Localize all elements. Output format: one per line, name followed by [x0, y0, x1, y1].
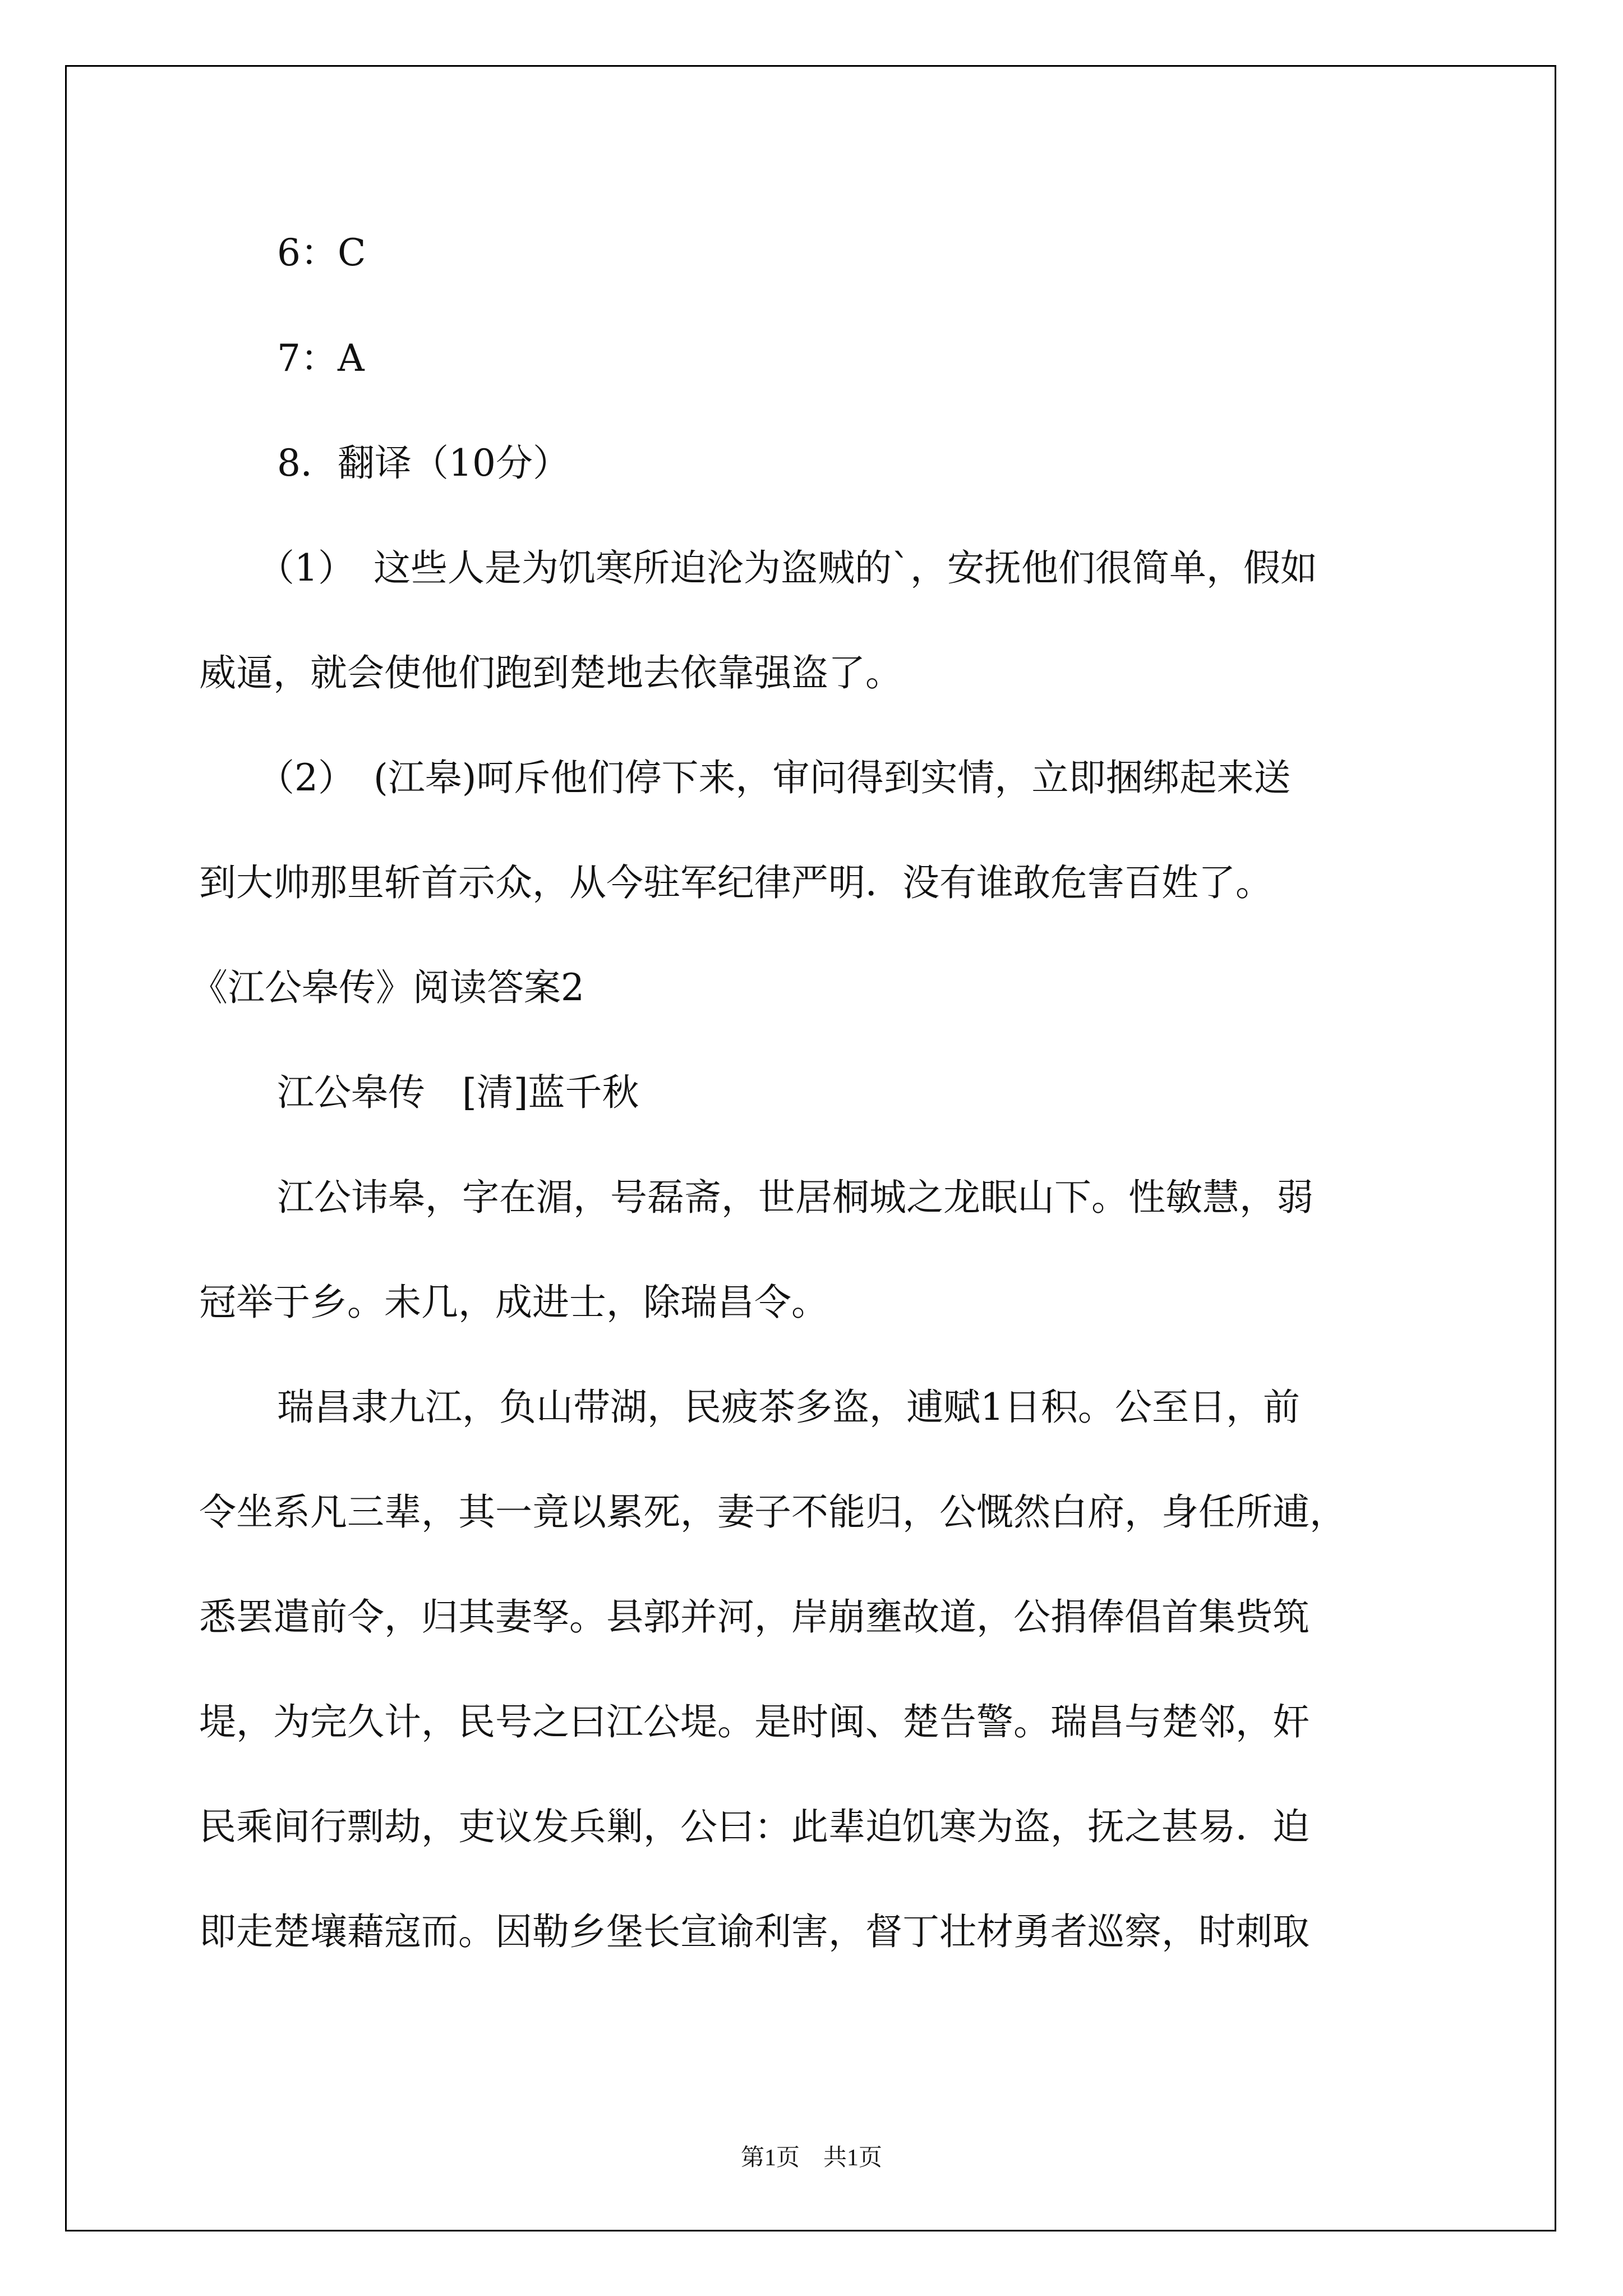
body-line-5: 悉罢遣前令，归其妻孥。县郭并河，岸崩壅故道，公捐俸倡首集赀筑	[199, 1595, 1310, 1639]
body-line-1: 江公讳皋，字在湄，号磊斋，世居桐城之龙眠山下。性敏慧，弱	[277, 1176, 1313, 1219]
text-title-author: 江公皋传 [清]蓝千秋	[277, 1071, 639, 1114]
section-title: 《江公皋传》阅读答案2	[191, 966, 584, 1009]
page-number: 第1页 共1页	[740, 2145, 882, 2171]
translation-heading: 8．翻译（10分）	[277, 441, 570, 485]
translation-2-line-1: （2） (江皋)呵斥他们停下来，审问得到实情，立即捆绑起来送	[257, 756, 1291, 799]
body-line-8: 即走楚壤藉寇而。因勒乡堡长宣谕利害，督丁壮材勇者巡察，时刺取	[199, 1910, 1310, 1953]
body-line-3: 瑞昌隶九江，负山带湖，民疲茶多盗，逋赋1日积。公至日，前	[277, 1386, 1300, 1429]
body-line-2: 冠举于乡。未几，成进士，除瑞昌令。	[199, 1281, 828, 1324]
answer-6: 6：C	[277, 231, 366, 274]
body-line-7: 民乘间行剽劫，吏议发兵剿，公曰：此辈迫饥寒为盗，抚之甚易．迫	[199, 1805, 1310, 1848]
page-border	[65, 65, 1556, 2231]
translation-1-line-1: （1） 这些人是为饥寒所迫沦为盗贼的`，安抚他们很简单，假如	[257, 546, 1317, 590]
translation-1-line-2: 威逼，就会使他们跑到楚地去依靠强盗了。	[199, 651, 902, 694]
body-line-4: 令坐系凡三辈，其一竟以累死，妻子不能归，公慨然白府，身任所逋，	[199, 1490, 1347, 1534]
answer-7: 7：A	[277, 337, 365, 380]
translation-2-line-2: 到大帅那里斩首示众，从今驻军纪律严明．没有谁敢危害百姓了。	[199, 861, 1272, 904]
body-line-6: 堤，为完久计，民号之曰江公堤。是时闽、楚告警。瑞昌与楚邻，奸	[199, 1700, 1310, 1743]
